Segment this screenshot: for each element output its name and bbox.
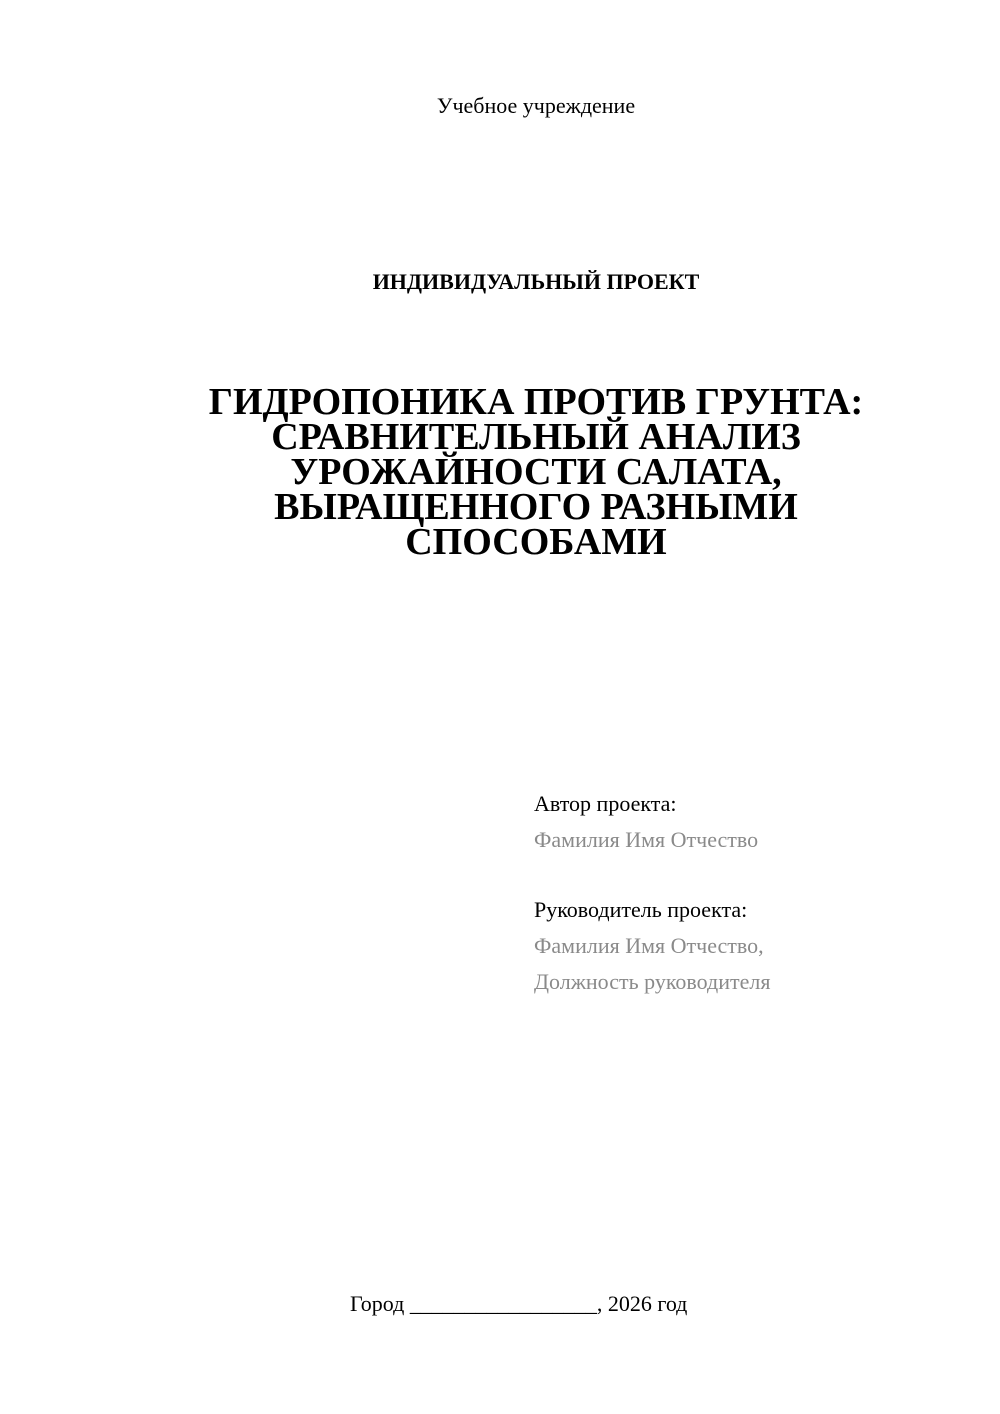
project-title xyxy=(170,381,902,563)
project-title-line: СПОСОБАМИ xyxy=(405,521,667,563)
author-name: Фамилия Имя Отчество xyxy=(534,827,759,852)
supervisor-block xyxy=(534,892,974,1000)
institution-name: Учебное учреждение xyxy=(436,93,636,118)
project-title-line: ВЫРАЩЕННОГО РАЗНЫМИ xyxy=(274,486,798,528)
city-year-line: Город _________________, 2026 год xyxy=(350,1291,688,1316)
project-title-line: УРОЖАЙНОСТИ САЛАТА, xyxy=(290,451,782,493)
supervisor-position: Должность руководителя xyxy=(534,969,771,994)
supervisor-label: Руководитель проекта: xyxy=(534,897,748,922)
project-title-line: СРАВНИТЕЛЬНЫЙ АНАЛИЗ xyxy=(271,416,801,458)
supervisor-name: Фамилия Имя Отчество, xyxy=(534,933,764,958)
author-label: Автор проекта: xyxy=(534,791,677,816)
project-title-line: ГИДРОПОНИКА ПРОТИВ ГРУНТА: xyxy=(208,381,864,423)
project-type-heading: ИНДИВИДУАЛЬНЫЙ ПРОЕКТ xyxy=(372,269,700,294)
author-block xyxy=(534,786,974,858)
